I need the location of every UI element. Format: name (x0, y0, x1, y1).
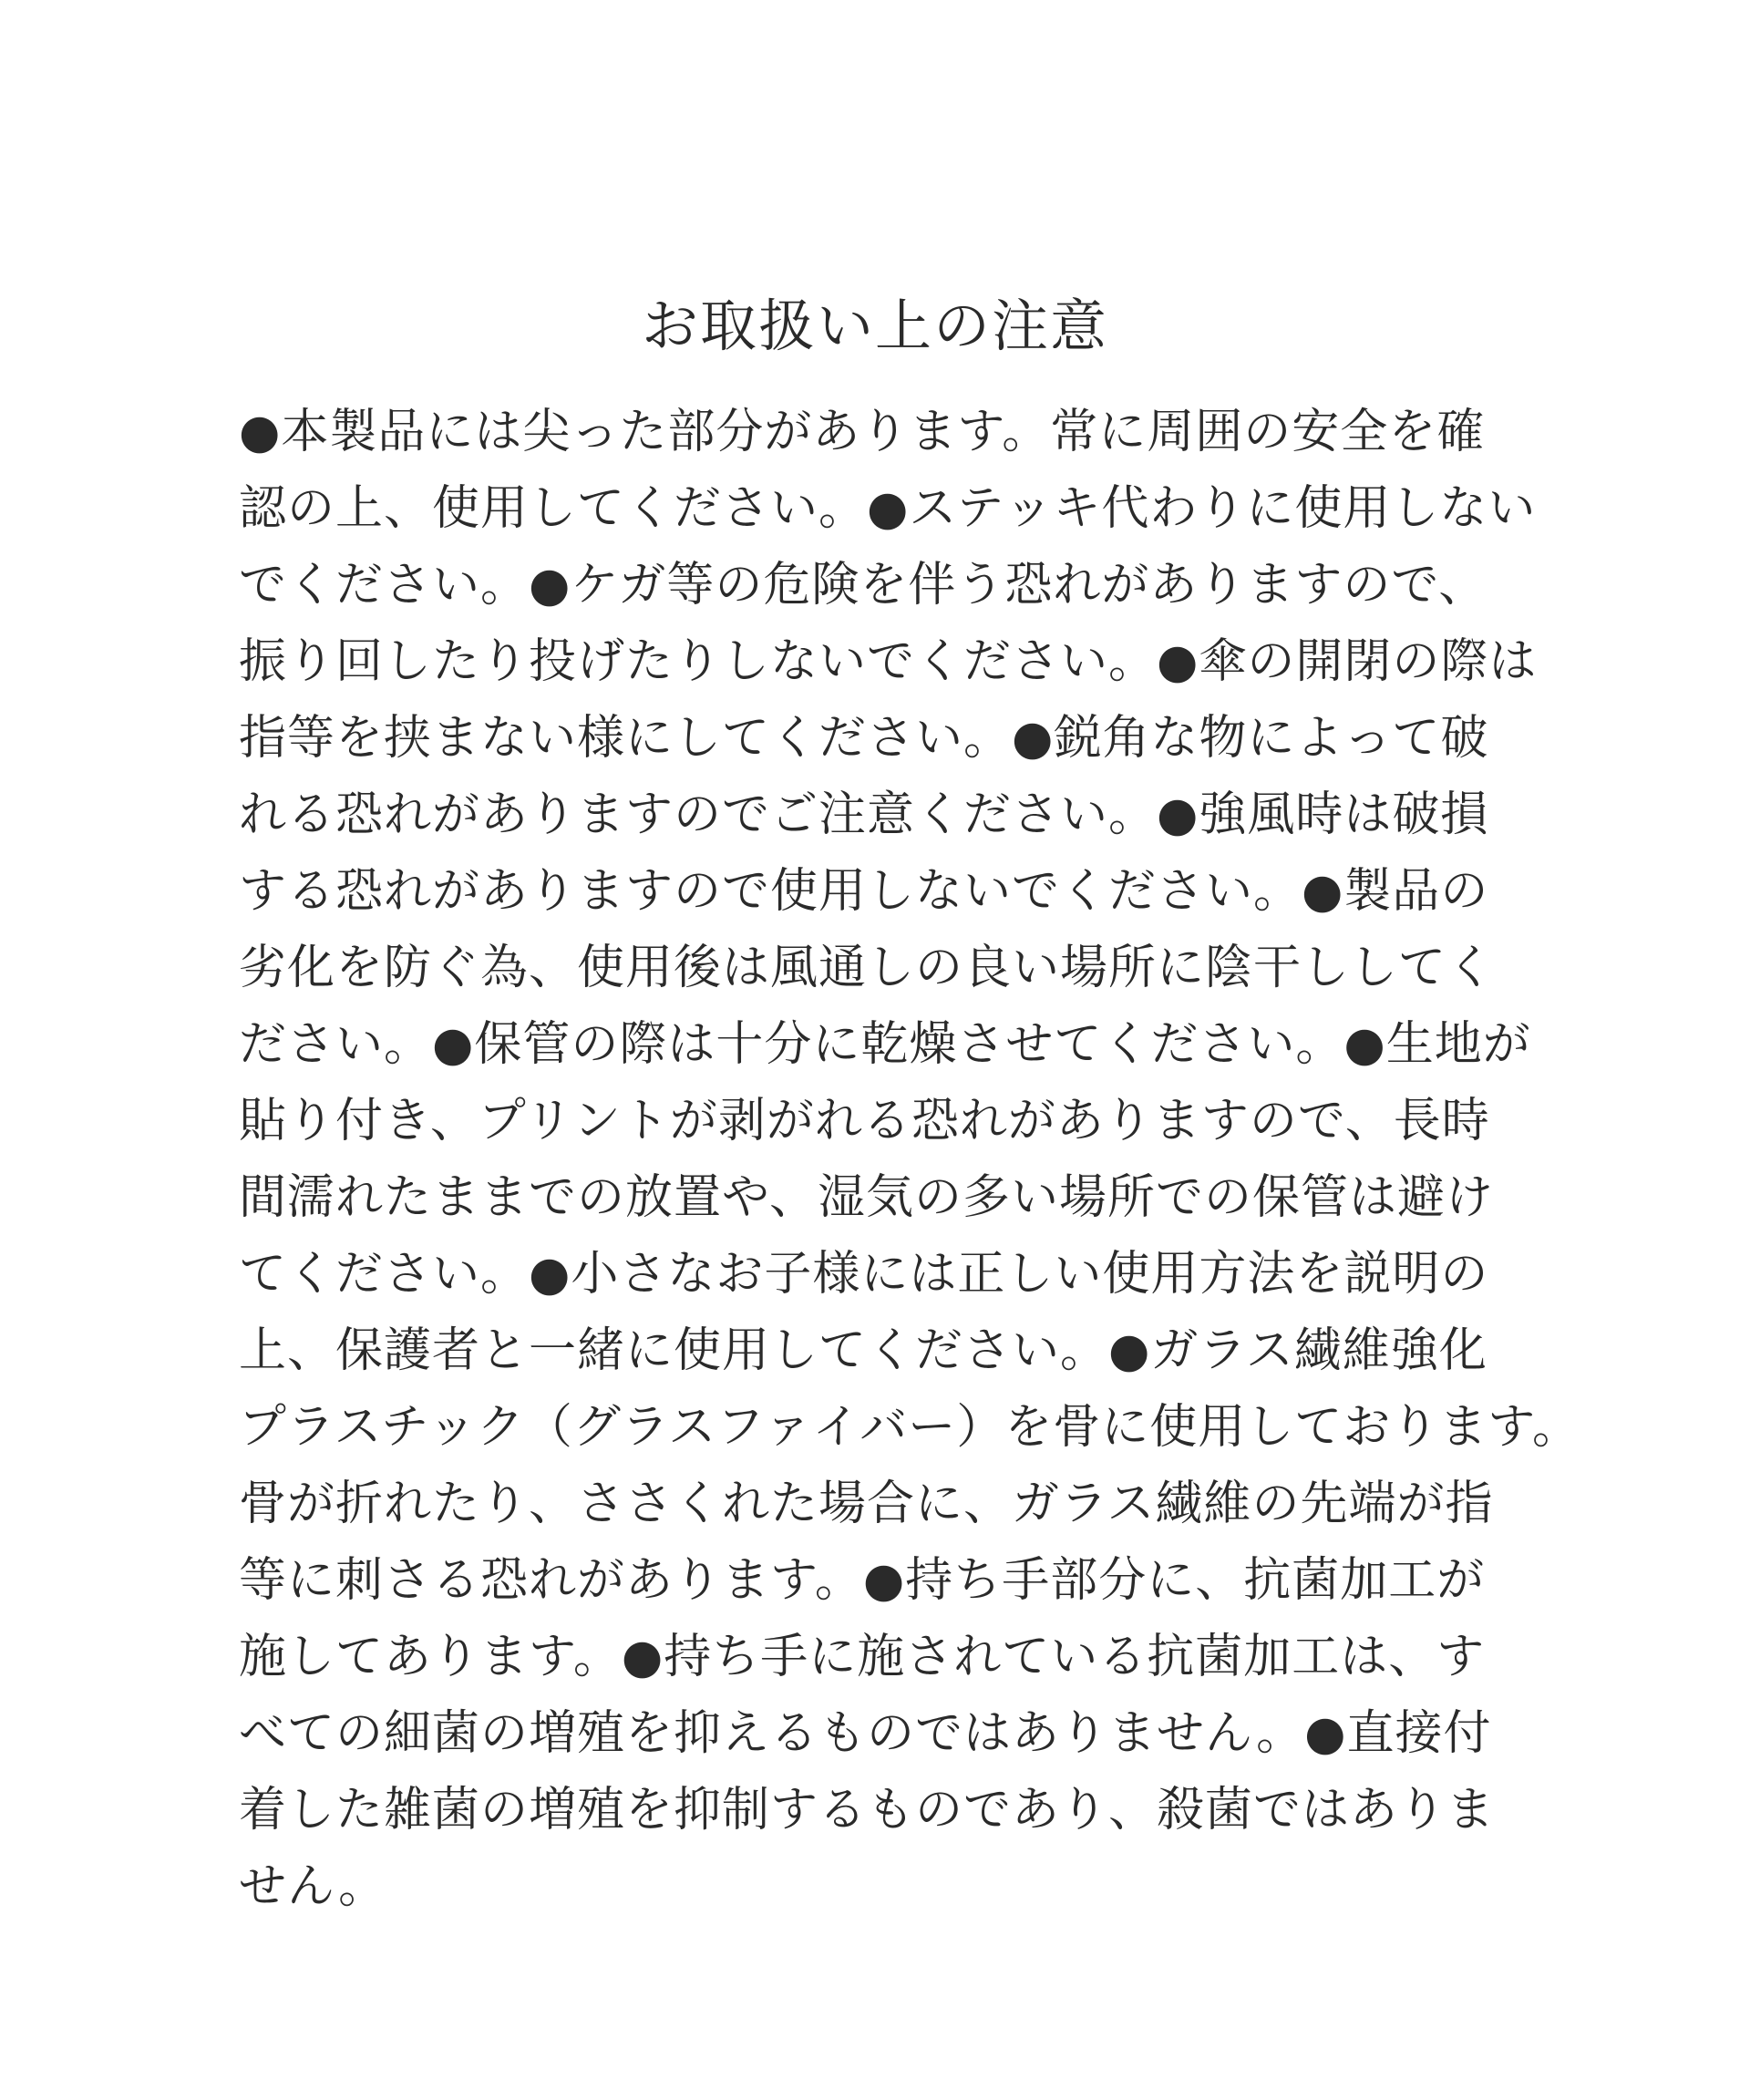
text-line: する恐れがありますので使用しないでください。●製品の (239, 864, 1489, 919)
text-line: ●本製品には尖った部分があります。常に周囲の安全を確 (239, 405, 1486, 459)
text-line: 上、保護者と一緒に使用してください。●ガラス繊維強化 (239, 1323, 1488, 1378)
caution-text (239, 394, 1581, 1925)
text-line: てください。●小さなお子様には正しい使用方法を説明の (239, 1247, 1489, 1302)
text-line: べての細菌の増殖を抑えるものではありません。●直接付 (239, 1706, 1492, 1761)
text-line: れる恐れがありますのでご注意ください。●強風時は破損 (239, 788, 1489, 842)
text-line: 着した雑菌の増殖を抑制するものであり、殺菌ではありま (239, 1783, 1496, 1838)
text-line: 等に刺さる恐れがあります。●持ち手部分に、抗菌加工が (239, 1553, 1486, 1608)
text-line: 振り回したり投げたりしないでください。●傘の開閉の際は (239, 634, 1538, 689)
text-line: せん。 (239, 1859, 387, 1914)
text-line: 間濡れたままでの放置や、湿気の多い場所での保管は避け (239, 1170, 1494, 1225)
page-title: お取扱い上の注意 (641, 293, 1108, 359)
text-line: 施してあります。●持ち手に施されている抗菌加工は、す (239, 1630, 1486, 1684)
text-line: 指等を挟まない様にしてください。●鋭角な物によって破 (239, 711, 1489, 766)
text-line: プラスチック（グラスファイバー）を骨に使用しております。 (239, 1400, 1581, 1455)
text-line: 貼り付き、プリントが剥がれる恐れがありますので、長時 (239, 1094, 1490, 1148)
text-line: 劣化を防ぐ為、使用後は風通しの良い場所に陰干ししてく (239, 941, 1496, 995)
text-line: 認の上、使用してください。●ステッキ代わりに使用しない (239, 481, 1537, 536)
text-line: 骨が折れたり、ささくれた場合に、ガラス繊維の先端が指 (239, 1477, 1494, 1531)
text-line: ださい。●保管の際は十分に乾燥させてください。●生地が (239, 1017, 1531, 1072)
text-line: でください。●ケガ等の危険を伴う恐れがありますので、 (239, 558, 1488, 612)
